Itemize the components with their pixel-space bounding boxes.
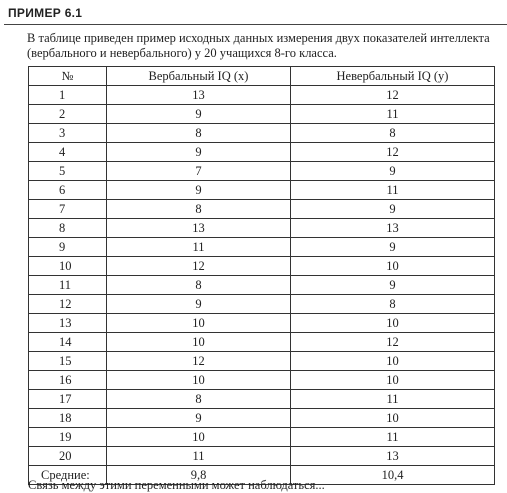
table-row (29, 447, 495, 466)
cell-nonverbal-iq: 13 (291, 219, 495, 238)
cell-number: 2 (29, 105, 107, 124)
table-row (29, 390, 495, 409)
cell-verbal-iq: 12 (107, 352, 291, 371)
table-row (29, 333, 495, 352)
cell-number: 10 (29, 257, 107, 276)
header-number: № (29, 67, 107, 86)
cell-verbal-iq: 11 (107, 238, 291, 257)
cell-number: Средние: (29, 466, 107, 485)
cell-verbal-iq: 9 (107, 409, 291, 428)
cell-verbal-iq: 8 (107, 390, 291, 409)
cell-nonverbal-iq: 10 (291, 352, 495, 371)
table-row (29, 219, 495, 238)
table-row (29, 352, 495, 371)
cell-number: 13 (29, 314, 107, 333)
table-row (29, 105, 495, 124)
cell-verbal-iq: 9 (107, 143, 291, 162)
cell-verbal-iq: 10 (107, 333, 291, 352)
cell-nonverbal-iq: 9 (291, 276, 495, 295)
cell-nonverbal-iq: 10 (291, 314, 495, 333)
cell-verbal-iq: 10 (107, 371, 291, 390)
table-row (29, 276, 495, 295)
cell-number: 14 (29, 333, 107, 352)
cell-verbal-iq: 10 (107, 428, 291, 447)
cell-nonverbal-iq: 9 (291, 200, 495, 219)
cell-nonverbal-iq: 10 (291, 371, 495, 390)
cell-nonverbal-iq: 10 (291, 409, 495, 428)
cell-verbal-iq: 13 (107, 86, 291, 105)
cell-nonverbal-iq: 12 (291, 143, 495, 162)
cell-verbal-iq: 9 (107, 181, 291, 200)
table-body (29, 86, 495, 485)
table-row (29, 238, 495, 257)
cell-number: 1 (29, 86, 107, 105)
cell-verbal-iq: 8 (107, 124, 291, 143)
cell-number: 15 (29, 352, 107, 371)
iq-data-table (28, 66, 495, 485)
cell-nonverbal-iq: 11 (291, 181, 495, 200)
cell-verbal-iq: 10 (107, 314, 291, 333)
table-row (29, 181, 495, 200)
cell-nonverbal-iq: 12 (291, 86, 495, 105)
cell-nonverbal-iq: 9 (291, 162, 495, 181)
table-row (29, 428, 495, 447)
table-row (29, 409, 495, 428)
table-row (29, 200, 495, 219)
header-nonverbal-iq: Невербальный IQ (y) (291, 67, 495, 86)
table-row (29, 124, 495, 143)
cell-number: 9 (29, 238, 107, 257)
table-row (29, 295, 495, 314)
cell-nonverbal-iq: 10 (291, 257, 495, 276)
cell-number: 7 (29, 200, 107, 219)
cell-number: 19 (29, 428, 107, 447)
cell-number: 16 (29, 371, 107, 390)
cell-number: 11 (29, 276, 107, 295)
cell-nonverbal-iq: 11 (291, 390, 495, 409)
heading-rule (4, 24, 507, 25)
cell-verbal-iq: 9,8 (107, 466, 291, 485)
cell-verbal-iq: 13 (107, 219, 291, 238)
cell-number: 18 (29, 409, 107, 428)
cell-number: 4 (29, 143, 107, 162)
cell-verbal-iq: 9 (107, 295, 291, 314)
cell-nonverbal-iq: 11 (291, 105, 495, 124)
cell-verbal-iq: 9 (107, 105, 291, 124)
table-row (29, 143, 495, 162)
table-row (29, 162, 495, 181)
cell-nonverbal-iq: 9 (291, 238, 495, 257)
continuation-text: Связь между этими переменными может наблюдаться... (28, 478, 325, 492)
cell-nonverbal-iq: 8 (291, 295, 495, 314)
cell-number: 20 (29, 447, 107, 466)
cell-verbal-iq: 8 (107, 200, 291, 219)
table-row (29, 371, 495, 390)
table-row (29, 86, 495, 105)
cell-verbal-iq: 12 (107, 257, 291, 276)
cell-number: 12 (29, 295, 107, 314)
cell-number: 17 (29, 390, 107, 409)
cell-nonverbal-iq: 13 (291, 447, 495, 466)
cell-number: 3 (29, 124, 107, 143)
table-header-row (29, 67, 495, 86)
cell-nonverbal-iq: 11 (291, 428, 495, 447)
cell-nonverbal-iq: 8 (291, 124, 495, 143)
table-row (29, 314, 495, 333)
cell-number: 6 (29, 181, 107, 200)
example-heading: ПРИМЕР 6.1 (8, 6, 83, 20)
cell-nonverbal-iq: 10,4 (291, 466, 495, 485)
cell-verbal-iq: 11 (107, 447, 291, 466)
cell-number: 8 (29, 219, 107, 238)
intro-paragraph: В таблице приведен пример исходных данных измерения двух показателей интеллекта (вербального и невербального) у 20 учащихся 8-го класса. (27, 31, 490, 60)
cell-number: 5 (29, 162, 107, 181)
header-verbal-iq: Вербальный IQ (x) (107, 67, 291, 86)
cell-verbal-iq: 8 (107, 276, 291, 295)
table-row (29, 257, 495, 276)
cell-verbal-iq: 7 (107, 162, 291, 181)
cell-nonverbal-iq: 12 (291, 333, 495, 352)
